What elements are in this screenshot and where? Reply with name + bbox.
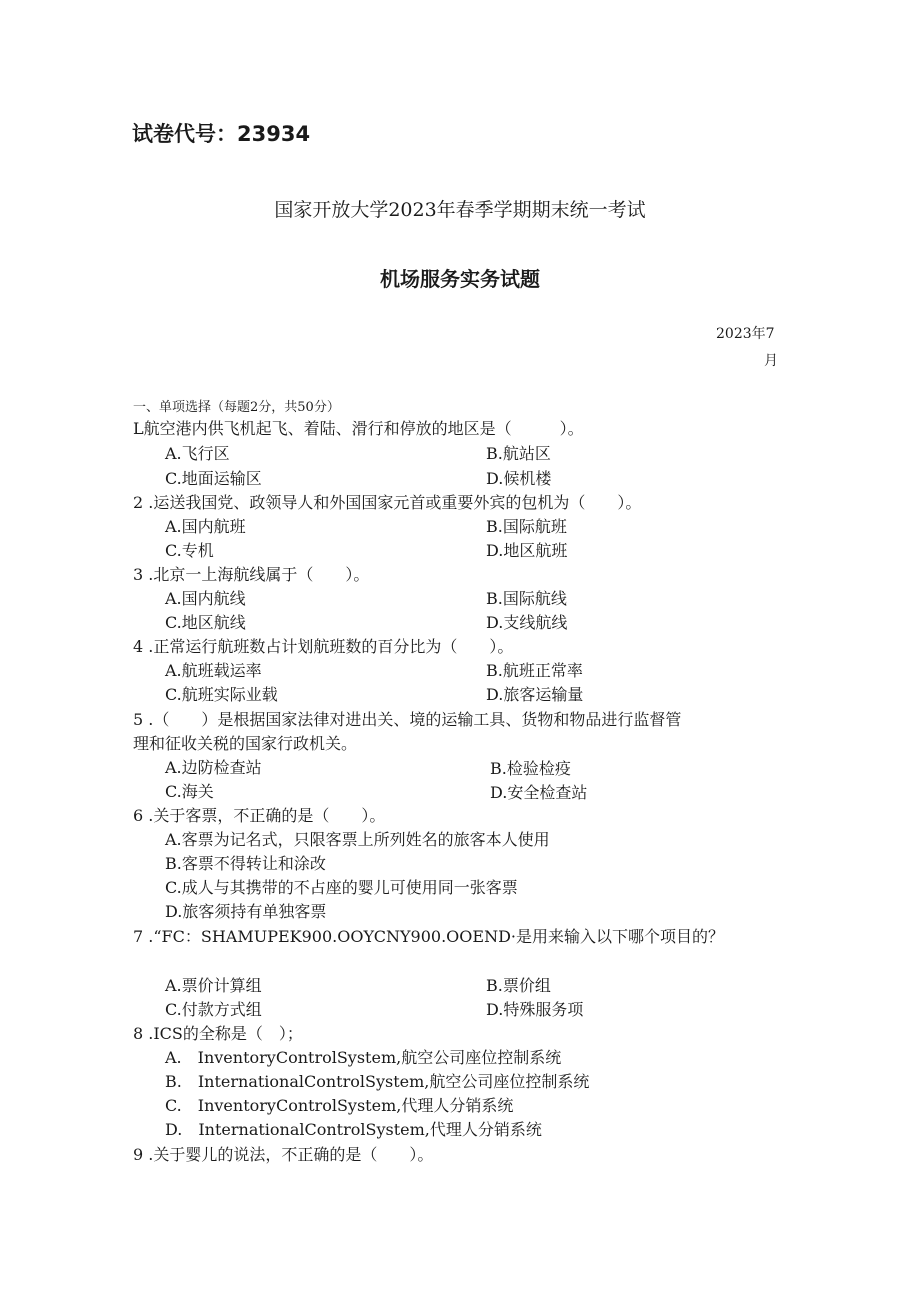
question-6-option-d: D.旅客须持有单独客票	[165, 902, 327, 921]
question-2-option-d: D.地区航班	[486, 541, 568, 560]
question-8-option-c: C. InventoryControlSystem,代理人分销系统	[165, 1096, 514, 1115]
question-6-option-a: A.客票为记名式，只限客票上所列姓名的旅客本人使用	[165, 830, 550, 849]
question-5-option-d: D.安全检查站	[490, 783, 588, 802]
question-1-option-d: D.候机楼	[486, 469, 552, 488]
question-5-option-c: C.海关	[165, 782, 214, 801]
question-4-option-c: C.航班实际业载	[165, 685, 278, 704]
question-4-option-b: B.航班正常率	[486, 661, 583, 680]
exam-date-month-char: 月	[764, 353, 778, 369]
question-8-option-b: B. InternationalControlSystem,航空公司座位控制系统	[165, 1072, 590, 1091]
question-2-option-c: C.专机	[165, 541, 214, 560]
page-title: 机场服务实务试题	[380, 267, 540, 291]
question-8-option-a: A. InventoryControlSystem,航空公司座位控制系统	[165, 1048, 562, 1067]
section-title: 一、单项选择（每题2分，共50分）	[133, 400, 340, 415]
question-5-option-a: A.边防检查站	[165, 758, 262, 777]
question-8-option-d: D. InternationalControlSystem,代理人分销系统	[165, 1120, 542, 1139]
question-2-option-a: A.国内航班	[165, 517, 246, 536]
question-7-option-a: A.票价计算组	[165, 976, 262, 995]
question-1-option-b: B.航站区	[486, 444, 551, 463]
question-3-option-d: D.支线航线	[486, 613, 568, 632]
paper-code: 试卷代号：23934	[132, 122, 311, 146]
question-6-stem: 6 .关于客票，不正确的是（ ）。	[133, 806, 386, 825]
question-2-stem: 2 .运送我国党、政领导人和外国国家元首或重要外宾的包机为（ ）。	[133, 493, 642, 512]
question-4-option-a: A.航班载运率	[165, 661, 262, 680]
question-2-option-b: B.国际航班	[486, 517, 567, 536]
question-3-option-c: C.地区航线	[165, 613, 246, 632]
question-7-option-c: C.付款方式组	[165, 1000, 262, 1019]
question-5-stem-continued: 理和征收关税的国家行政机关。	[133, 734, 358, 753]
question-6-option-c: C.成人与其携带的不占座的婴儿可使用同一张客票	[165, 878, 518, 897]
question-3-stem: 3 .北京一上海航线属于（ ）。	[133, 565, 370, 584]
exam-header: 国家开放大学2023年春季学期期末统一考试	[274, 199, 646, 221]
question-1-option-a: A.飞行区	[165, 444, 230, 463]
question-1-option-c: C.地面运输区	[165, 469, 262, 488]
exam-date-year-month: 2023年7	[716, 326, 775, 342]
question-1-stem: L航空港内供飞机起飞、着陆、滑行和停放的地区是（ ）。	[133, 419, 584, 438]
question-4-option-d: D.旅客运输量	[486, 685, 584, 704]
question-9-stem: 9 .关于婴儿的说法，不正确的是（ ）。	[133, 1145, 434, 1164]
question-7-option-b: B.票价组	[486, 976, 551, 995]
question-6-option-b: B.客票不得转让和涂改	[165, 854, 326, 873]
question-7-option-d: D.特殊服务项	[486, 1000, 584, 1019]
question-4-stem: 4 .正常运行航班数占计划航班数的百分比为（ ）。	[133, 637, 514, 656]
question-5-option-b: B.检验检疫	[490, 759, 571, 778]
question-7-stem: 7 .“FC：SHAMUPEK900.OOYCNY900.OOEND·是用来输入以下哪个项目的？	[133, 927, 725, 946]
question-3-option-b: B.国际航线	[486, 589, 567, 608]
question-5-stem: 5 .（ ）是根据国家法律对进出关、境的运输工具、货物和物品进行监督管	[133, 710, 682, 729]
question-8-stem: 8 .ICS的全称是（ ）；	[133, 1024, 303, 1043]
question-3-option-a: A.国内航线	[165, 589, 246, 608]
